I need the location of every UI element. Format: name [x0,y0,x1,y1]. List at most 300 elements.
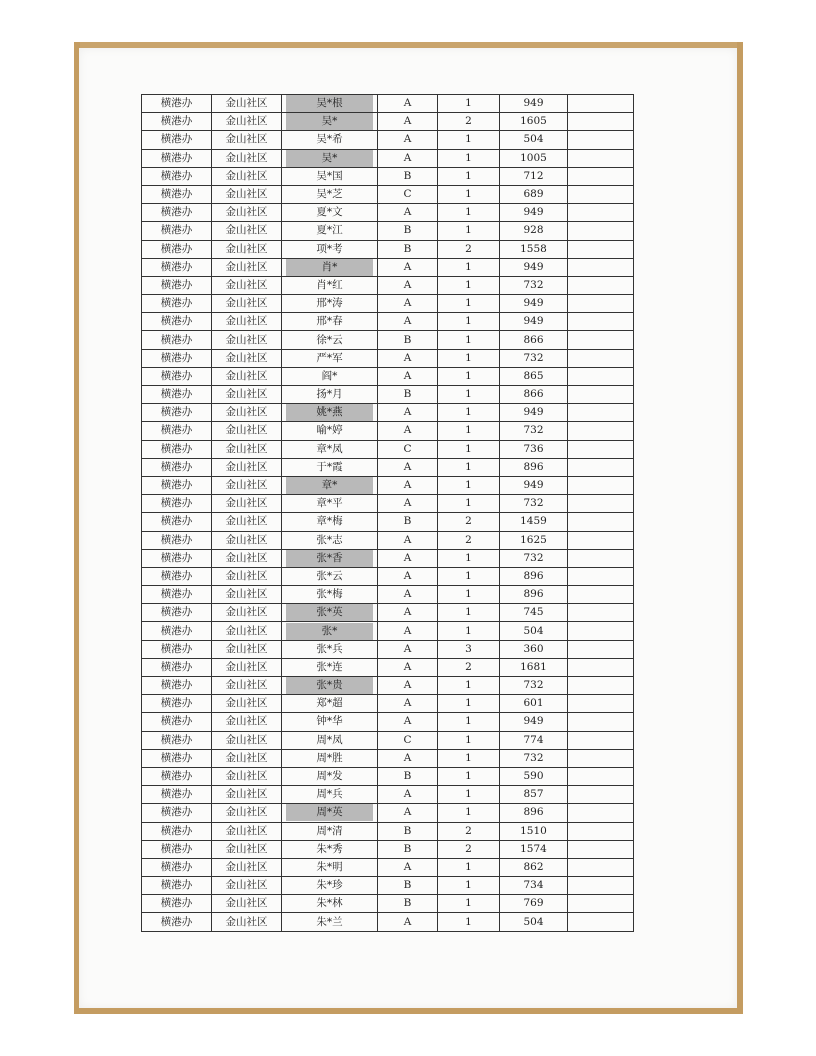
office-cell: 横港办 [142,677,212,695]
community-cell: 金山社区 [212,331,282,349]
class-cell: B [378,840,438,858]
name-cell [282,113,378,131]
class-cell: A [378,913,438,931]
amount-cell: 949 [500,476,568,494]
class-cell: B [378,877,438,895]
note-cell [568,895,634,913]
community-cell: 金山社区 [212,640,282,658]
class-cell: A [378,549,438,567]
community-cell: 金山社区 [212,713,282,731]
count-cell: 1 [438,131,500,149]
amount-cell: 769 [500,895,568,913]
table-row [142,622,634,640]
office-cell: 横港办 [142,840,212,858]
office-cell: 横港办 [142,476,212,494]
amount-cell: 1459 [500,513,568,531]
count-cell: 1 [438,386,500,404]
class-cell: A [378,858,438,876]
table-row [142,713,634,731]
count-cell: 1 [438,95,500,113]
highlighted-name: 章* [286,477,373,494]
count-cell: 1 [438,731,500,749]
count-cell: 1 [438,749,500,767]
note-cell [568,240,634,258]
name-cell: 周*清 [282,822,378,840]
community-cell: 金山社区 [212,113,282,131]
office-cell: 横港办 [142,767,212,785]
name-cell: 严*军 [282,349,378,367]
count-cell: 1 [438,404,500,422]
name-cell: 吴*芝 [282,185,378,203]
office-cell: 横港办 [142,313,212,331]
class-cell: A [378,749,438,767]
table-row [142,549,634,567]
count-cell: 1 [438,549,500,567]
community-cell: 金山社区 [212,440,282,458]
count-cell: 2 [438,531,500,549]
class-cell: A [378,713,438,731]
count-cell: 1 [438,458,500,476]
class-cell: A [378,586,438,604]
office-cell: 横港办 [142,786,212,804]
records-table [141,94,634,932]
office-cell: 横港办 [142,731,212,749]
community-cell: 金山社区 [212,786,282,804]
name-cell [282,95,378,113]
community-cell: 金山社区 [212,349,282,367]
amount-cell: 862 [500,858,568,876]
count-cell: 1 [438,258,500,276]
name-cell: 朱*秀 [282,840,378,858]
count-cell: 1 [438,222,500,240]
name-cell: 钟*华 [282,713,378,731]
class-cell: A [378,295,438,313]
highlighted-name: 张* [286,623,373,640]
community-cell: 金山社区 [212,895,282,913]
amount-cell: 896 [500,458,568,476]
amount-cell: 896 [500,586,568,604]
name-cell: 张*连 [282,658,378,676]
office-cell: 横港办 [142,804,212,822]
community-cell: 金山社区 [212,222,282,240]
name-cell [282,258,378,276]
name-cell [282,604,378,622]
table-row [142,258,634,276]
table-row [142,913,634,931]
name-cell: 章*平 [282,495,378,513]
name-cell: 周*凤 [282,731,378,749]
note-cell [568,113,634,131]
office-cell: 横港办 [142,276,212,294]
office-cell: 横港办 [142,913,212,931]
note-cell [568,204,634,222]
amount-cell: 896 [500,567,568,585]
office-cell: 横港办 [142,895,212,913]
amount-cell: 949 [500,713,568,731]
name-cell: 张*志 [282,531,378,549]
amount-cell: 736 [500,440,568,458]
name-cell: 周*兵 [282,786,378,804]
table-row [142,877,634,895]
note-cell [568,349,634,367]
name-cell: 周*发 [282,767,378,785]
amount-cell: 1574 [500,840,568,858]
class-cell: B [378,167,438,185]
count-cell: 1 [438,695,500,713]
note-cell [568,95,634,113]
amount-cell: 732 [500,749,568,767]
note-cell [568,313,634,331]
table-row [142,513,634,531]
office-cell: 横港办 [142,713,212,731]
office-cell: 横港办 [142,386,212,404]
count-cell: 1 [438,567,500,585]
office-cell: 横港办 [142,167,212,185]
amount-cell: 504 [500,131,568,149]
name-cell: 周*胜 [282,749,378,767]
amount-cell: 712 [500,167,568,185]
table-row [142,113,634,131]
count-cell: 1 [438,149,500,167]
class-cell: A [378,404,438,422]
class-cell: A [378,640,438,658]
name-cell [282,804,378,822]
community-cell: 金山社区 [212,240,282,258]
amount-cell: 360 [500,640,568,658]
class-cell: A [378,204,438,222]
office-cell: 横港办 [142,604,212,622]
community-cell: 金山社区 [212,386,282,404]
office-cell: 横港办 [142,658,212,676]
class-cell: B [378,331,438,349]
office-cell: 横港办 [142,622,212,640]
amount-cell: 928 [500,222,568,240]
office-cell: 横港办 [142,95,212,113]
table-row [142,222,634,240]
name-cell: 张*兵 [282,640,378,658]
table-row [142,95,634,113]
amount-cell: 949 [500,313,568,331]
note-cell [568,258,634,276]
note-cell [568,422,634,440]
community-cell: 金山社区 [212,658,282,676]
office-cell: 横港办 [142,640,212,658]
table-row [142,185,634,203]
note-cell [568,786,634,804]
note-cell [568,458,634,476]
note-cell [568,877,634,895]
note-cell [568,604,634,622]
table-row [142,386,634,404]
community-cell: 金山社区 [212,749,282,767]
note-cell [568,222,634,240]
count-cell: 2 [438,822,500,840]
class-cell: B [378,895,438,913]
name-cell: 郑*超 [282,695,378,713]
note-cell [568,476,634,494]
name-cell: 扬*月 [282,386,378,404]
table-row [142,749,634,767]
class-cell: A [378,476,438,494]
class-cell: A [378,604,438,622]
note-cell [568,531,634,549]
note-cell [568,858,634,876]
table-row [142,658,634,676]
name-cell: 朱*珍 [282,877,378,895]
count-cell: 1 [438,877,500,895]
community-cell: 金山社区 [212,677,282,695]
name-cell: 吴*希 [282,131,378,149]
community-cell: 金山社区 [212,549,282,567]
count-cell: 1 [438,167,500,185]
class-cell: A [378,258,438,276]
class-cell: A [378,313,438,331]
class-cell: A [378,367,438,385]
note-cell [568,622,634,640]
note-cell [568,495,634,513]
table-row [142,149,634,167]
count-cell: 1 [438,586,500,604]
note-cell [568,586,634,604]
community-cell: 金山社区 [212,622,282,640]
name-cell: 张*梅 [282,586,378,604]
office-cell: 横港办 [142,858,212,876]
name-cell [282,404,378,422]
class-cell: C [378,731,438,749]
amount-cell: 732 [500,677,568,695]
highlighted-name: 周*英 [286,804,373,821]
office-cell: 横港办 [142,113,212,131]
note-cell [568,404,634,422]
class-cell: A [378,458,438,476]
table-row [142,695,634,713]
class-cell: A [378,349,438,367]
amount-cell: 865 [500,367,568,385]
table-row [142,295,634,313]
table-row [142,677,634,695]
class-cell: A [378,622,438,640]
class-cell: B [378,767,438,785]
community-cell: 金山社区 [212,258,282,276]
amount-cell: 745 [500,604,568,622]
community-cell: 金山社区 [212,840,282,858]
table-row [142,313,634,331]
community-cell: 金山社区 [212,767,282,785]
note-cell [568,822,634,840]
name-cell: 朱*明 [282,858,378,876]
note-cell [568,695,634,713]
highlighted-name: 吴* [286,150,373,167]
amount-cell: 732 [500,422,568,440]
table-row [142,458,634,476]
note-cell [568,131,634,149]
note-cell [568,386,634,404]
table-row [142,804,634,822]
note-cell [568,731,634,749]
note-cell [568,749,634,767]
note-cell [568,677,634,695]
community-cell: 金山社区 [212,567,282,585]
office-cell: 横港办 [142,822,212,840]
community-cell: 金山社区 [212,913,282,931]
class-cell: B [378,822,438,840]
amount-cell: 689 [500,185,568,203]
note-cell [568,331,634,349]
table-row [142,586,634,604]
amount-cell: 774 [500,731,568,749]
office-cell: 横港办 [142,422,212,440]
count-cell: 1 [438,185,500,203]
count-cell: 2 [438,658,500,676]
office-cell: 横港办 [142,185,212,203]
class-cell: A [378,95,438,113]
community-cell: 金山社区 [212,513,282,531]
office-cell: 横港办 [142,240,212,258]
table-row [142,131,634,149]
class-cell: A [378,786,438,804]
class-cell: B [378,513,438,531]
name-cell: 朱*兰 [282,913,378,931]
count-cell: 1 [438,495,500,513]
class-cell: A [378,567,438,585]
note-cell [568,367,634,385]
note-cell [568,658,634,676]
community-cell: 金山社区 [212,822,282,840]
office-cell: 横港办 [142,367,212,385]
class-cell: B [378,240,438,258]
table-row [142,767,634,785]
count-cell: 1 [438,713,500,731]
name-cell: 邢*涛 [282,295,378,313]
note-cell [568,840,634,858]
count-cell: 1 [438,476,500,494]
amount-cell: 949 [500,404,568,422]
community-cell: 金山社区 [212,149,282,167]
note-cell [568,167,634,185]
class-cell: A [378,658,438,676]
amount-cell: 866 [500,331,568,349]
table-row [142,240,634,258]
community-cell: 金山社区 [212,858,282,876]
note-cell [568,549,634,567]
community-cell: 金山社区 [212,204,282,222]
name-cell [282,677,378,695]
name-cell [282,476,378,494]
class-cell: A [378,804,438,822]
count-cell: 1 [438,622,500,640]
amount-cell: 949 [500,95,568,113]
count-cell: 1 [438,786,500,804]
table-row [142,822,634,840]
highlighted-name: 肖* [286,259,373,276]
class-cell: A [378,495,438,513]
community-cell: 金山社区 [212,185,282,203]
office-cell: 横港办 [142,204,212,222]
note-cell [568,567,634,585]
highlighted-name: 吴*根 [286,95,373,112]
note-cell [568,804,634,822]
count-cell: 1 [438,677,500,695]
table-row [142,731,634,749]
name-cell: 章*梅 [282,513,378,531]
office-cell: 横港办 [142,295,212,313]
table-row [142,276,634,294]
count-cell: 1 [438,295,500,313]
wooden-surface-right [737,42,743,1014]
name-cell: 章*凤 [282,440,378,458]
class-cell: A [378,422,438,440]
amount-cell: 601 [500,695,568,713]
community-cell: 金山社区 [212,731,282,749]
community-cell: 金山社区 [212,276,282,294]
office-cell: 横港办 [142,404,212,422]
amount-cell: 732 [500,549,568,567]
community-cell: 金山社区 [212,604,282,622]
class-cell: A [378,677,438,695]
highlighted-name: 张*贵 [286,677,373,694]
name-cell: 夏*文 [282,204,378,222]
count-cell: 1 [438,313,500,331]
highlighted-name: 吴* [286,113,373,130]
amount-cell: 949 [500,204,568,222]
amount-cell: 504 [500,913,568,931]
community-cell: 金山社区 [212,877,282,895]
name-cell: 夏*江 [282,222,378,240]
count-cell: 1 [438,913,500,931]
note-cell [568,149,634,167]
count-cell: 2 [438,513,500,531]
highlighted-name: 张*香 [286,550,373,567]
class-cell: A [378,276,438,294]
count-cell: 2 [438,113,500,131]
table-row [142,349,634,367]
records-table-body [142,95,634,932]
office-cell: 横港办 [142,149,212,167]
table-row [142,495,634,513]
count-cell: 1 [438,440,500,458]
class-cell: C [378,440,438,458]
name-cell: 喻*婷 [282,422,378,440]
note-cell [568,640,634,658]
amount-cell: 1510 [500,822,568,840]
wooden-surface-bottom [74,1008,742,1014]
note-cell [568,185,634,203]
office-cell: 横港办 [142,567,212,585]
class-cell: A [378,695,438,713]
count-cell: 1 [438,204,500,222]
community-cell: 金山社区 [212,295,282,313]
name-cell: 邢*春 [282,313,378,331]
amount-cell: 734 [500,877,568,895]
name-cell: 肖*红 [282,276,378,294]
note-cell [568,276,634,294]
count-cell: 2 [438,240,500,258]
office-cell: 横港办 [142,877,212,895]
note-cell [568,767,634,785]
name-cell: 于*霞 [282,458,378,476]
office-cell: 横港办 [142,531,212,549]
amount-cell: 504 [500,622,568,640]
amount-cell: 949 [500,258,568,276]
amount-cell: 732 [500,276,568,294]
table-row [142,531,634,549]
name-cell: 阎* [282,367,378,385]
count-cell: 1 [438,895,500,913]
count-cell: 1 [438,349,500,367]
table-row [142,204,634,222]
office-cell: 横港办 [142,349,212,367]
count-cell: 3 [438,640,500,658]
